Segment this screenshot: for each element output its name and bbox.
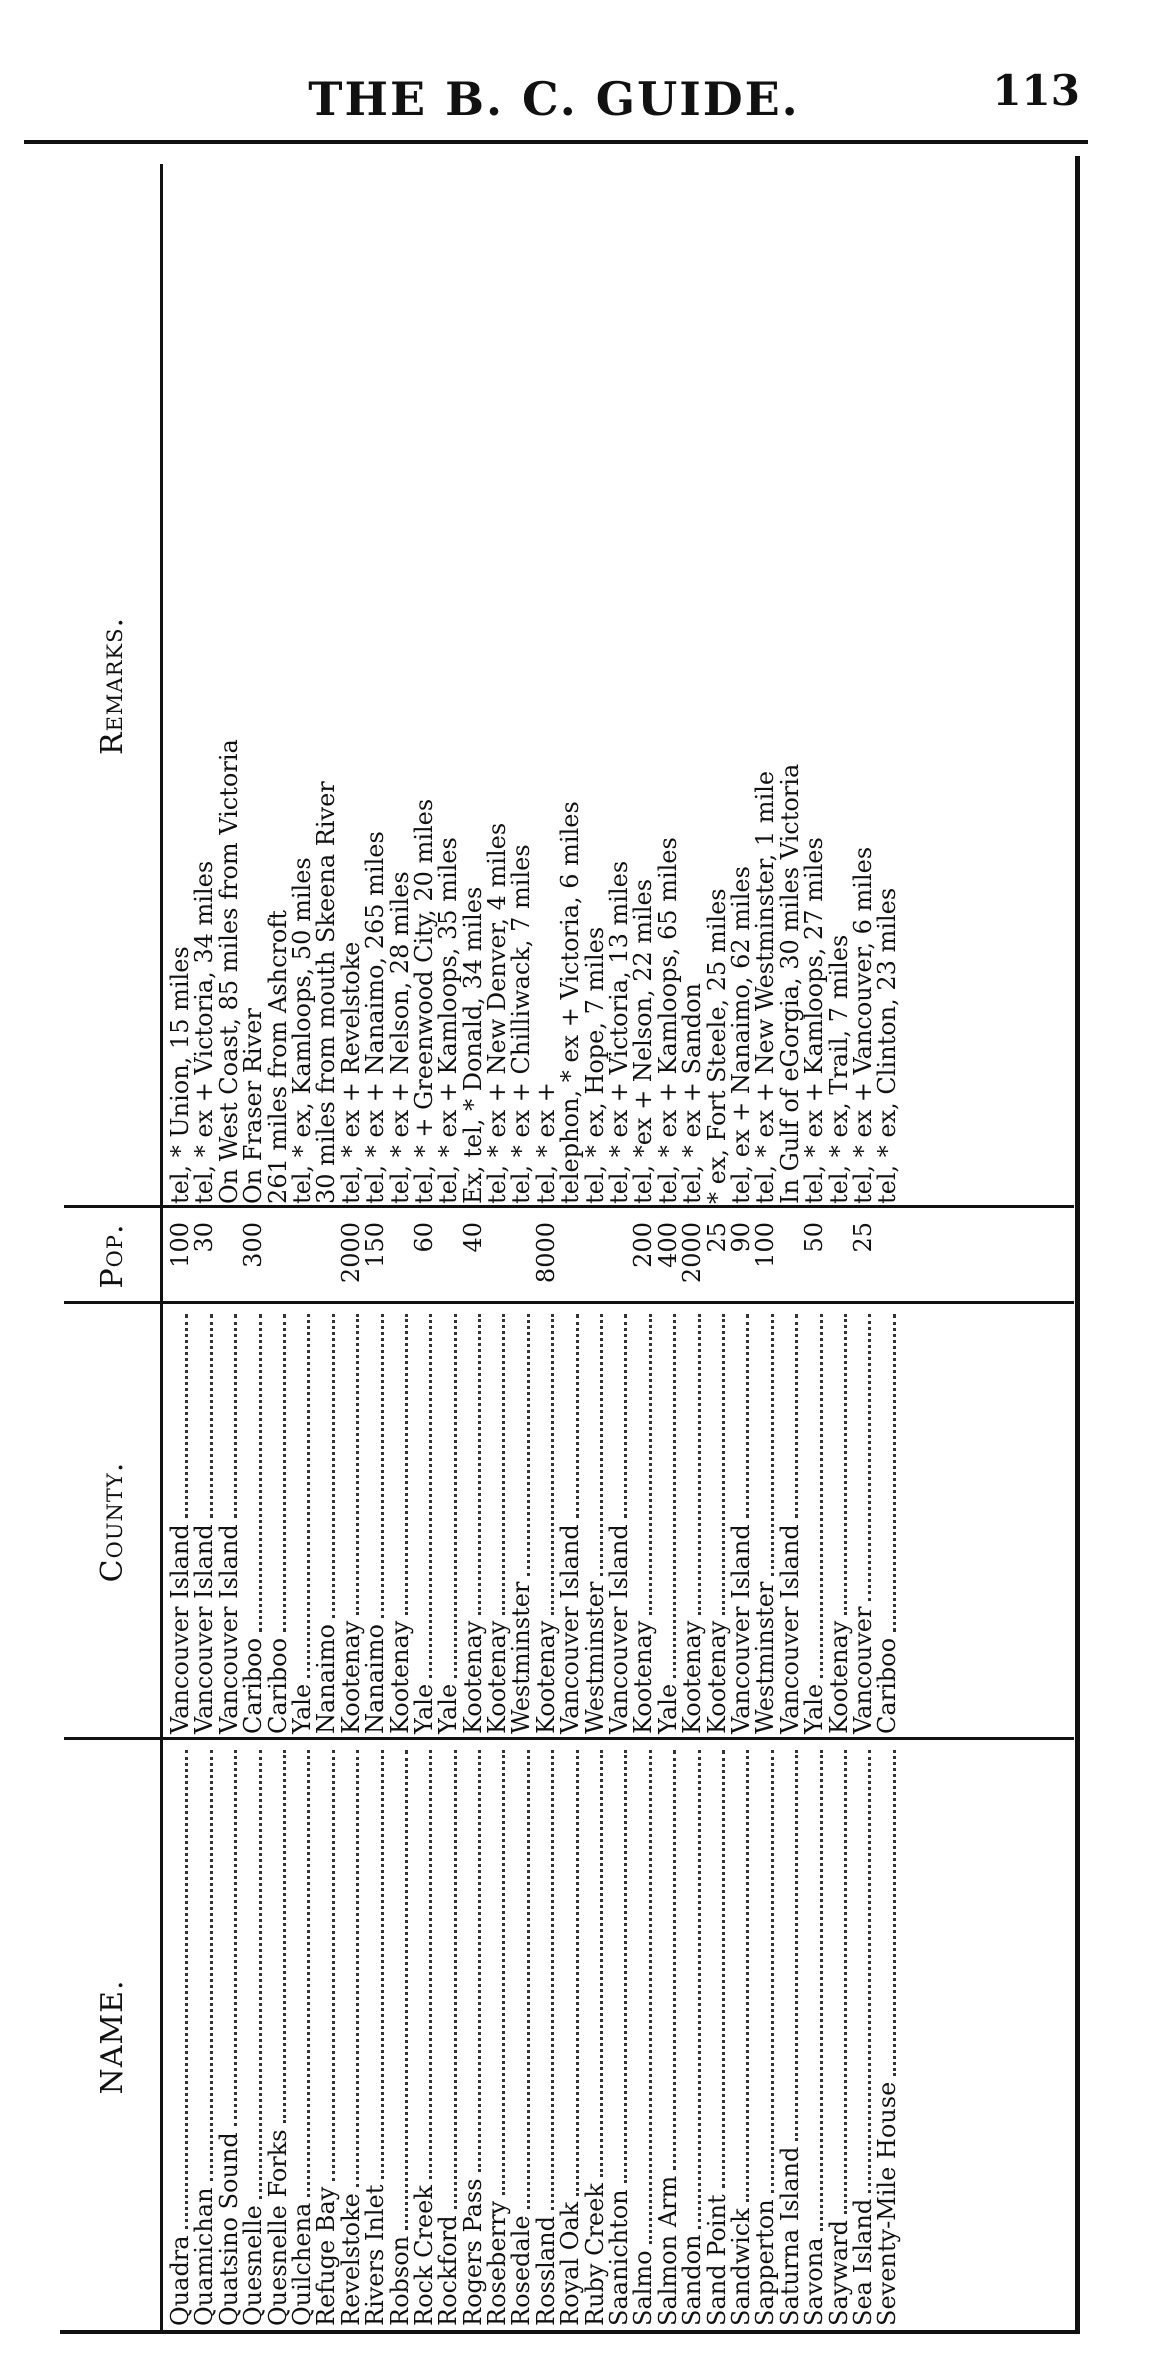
- table-row: [239, 164, 268, 2332]
- table-row: [287, 164, 316, 2332]
- place-name: Rossland: [534, 1746, 558, 2326]
- dot-leader: [356, 1750, 359, 2187]
- dot-leader: [454, 1314, 457, 1678]
- table-row: [507, 164, 536, 2332]
- county-name: Kootenay: [680, 1310, 704, 1734]
- population: 150: [361, 1222, 390, 1268]
- table-row: [168, 164, 192, 2332]
- county-name: Kootenay: [339, 1310, 363, 1734]
- county-name: Yale: [802, 1310, 826, 1734]
- county-name: Kootenay: [827, 1310, 851, 1734]
- table-row: [800, 164, 829, 2332]
- dot-leader: [868, 1750, 871, 2193]
- county-name: Yale: [656, 1310, 680, 1734]
- remarks: tel, * ex + New Denver, 4 miles: [483, 822, 512, 1204]
- page-title: THE B. C. GUIDE.: [308, 72, 800, 126]
- dot-leader: [356, 1314, 359, 1615]
- population: 300: [239, 1222, 268, 1268]
- column-header-county: County.: [94, 1461, 130, 1583]
- county-name: Kootenay: [388, 1310, 412, 1734]
- table-row: [385, 164, 414, 2332]
- table-row: [775, 164, 804, 2332]
- dot-leader: [502, 1314, 505, 1615]
- dot-leader: [527, 1314, 530, 1576]
- table-body: [168, 164, 900, 2332]
- place-name: Rogers Pass: [461, 1746, 485, 2326]
- place-name: Seventy-Mile House: [875, 1746, 899, 2326]
- table-row: [214, 164, 243, 2332]
- population: 100: [751, 1222, 780, 1268]
- dot-leader: [576, 1314, 579, 1518]
- remarks: tel, * ex + Nanaimo, 265 miles: [361, 831, 390, 1204]
- county-name: Kootenay: [534, 1310, 558, 1734]
- table-row: [312, 164, 341, 2332]
- population: 25: [702, 1222, 731, 1253]
- population: 8000: [531, 1222, 560, 1284]
- dot-leader: [185, 1750, 188, 2229]
- table-row: [629, 164, 658, 2332]
- dot-leader: [429, 1750, 432, 2179]
- population: 100: [166, 1222, 194, 1268]
- column-header-name: NAME.: [94, 1979, 130, 2095]
- table-row: [824, 164, 853, 2332]
- county-name: Kootenay: [485, 1310, 509, 1734]
- county-name: Cariboo: [241, 1310, 265, 1734]
- table-row: [434, 164, 463, 2332]
- place-name: Rosedale: [509, 1746, 533, 2326]
- dot-leader: [624, 1314, 627, 1518]
- remarks: tel, * ex + Nelson, 28 miles: [385, 871, 414, 1204]
- dot-leader: [844, 1750, 847, 2214]
- dot-leader: [893, 1314, 896, 1632]
- dot-leader: [454, 1750, 457, 2209]
- county-name: Vancouver Island: [168, 1310, 192, 1734]
- county-name: Kootenay: [461, 1310, 485, 1734]
- place-name: Saanichton: [607, 1746, 631, 2326]
- column-header-remarks: Remarks.: [94, 617, 130, 756]
- table-row: [653, 164, 682, 2332]
- dot-leader: [698, 1750, 701, 2229]
- dot-leader: [722, 1314, 725, 1615]
- dot-leader: [649, 1750, 652, 2244]
- place-name: Saturna Island: [778, 1746, 802, 2326]
- dot-leader: [600, 1750, 603, 2177]
- place-name: Revelstoke: [339, 1746, 363, 2326]
- dot-leader: [649, 1314, 652, 1615]
- table-header: [64, 164, 163, 2332]
- header-rule: [24, 140, 1088, 144]
- dot-leader: [478, 1314, 481, 1615]
- place-name: Sandwick: [729, 1746, 753, 2326]
- dot-leader: [844, 1314, 847, 1615]
- remarks: * ex, Fort Steele, 25 miles: [702, 888, 731, 1204]
- population: 2000: [678, 1222, 707, 1284]
- place-name: Ruby Creek: [583, 1746, 607, 2326]
- county-name: Yale: [290, 1310, 314, 1734]
- page-number: 113: [992, 66, 1080, 115]
- remarks: tel, * ex + New Westminster, 1 mile: [751, 770, 780, 1204]
- dot-leader: [795, 1314, 798, 1518]
- county-name: Vancouver: [851, 1310, 875, 1734]
- table-row: [873, 164, 902, 2332]
- remarks: tel, * ex + Victoria, 13 miles: [605, 860, 634, 1204]
- dot-leader: [283, 1314, 286, 1632]
- dot-leader: [234, 1750, 237, 2126]
- population: 30: [190, 1222, 219, 1253]
- dot-leader: [698, 1314, 701, 1615]
- remarks: tel, * ex + Victoria, 34 miles: [190, 860, 219, 1204]
- dot-leader: [332, 1750, 335, 2181]
- county-name: Vancouver Island: [558, 1310, 582, 1734]
- place-name: Salmon Arm: [656, 1746, 680, 2326]
- county-name: Vancouver Island: [607, 1310, 631, 1734]
- population: 200: [629, 1222, 658, 1268]
- remarks: tel, * ex + Chilliwack, 7 miles: [507, 844, 536, 1204]
- dot-leader: [893, 1750, 896, 2076]
- rotated-table: [64, 164, 1074, 2332]
- remarks: On West Coast, 85 miles from Victoria: [214, 739, 243, 1204]
- dot-leader: [746, 1314, 749, 1518]
- place-name: Savona: [802, 1746, 826, 2326]
- dot-leader: [429, 1314, 432, 1678]
- county-name: Yale: [436, 1310, 460, 1734]
- county-name: Yale: [412, 1310, 436, 1734]
- place-name: Quilchena: [290, 1746, 314, 2326]
- county-name: Vancouver Island: [192, 1310, 216, 1734]
- table-row: [263, 164, 292, 2332]
- dot-leader: [381, 1314, 384, 1618]
- county-name: Cariboo: [875, 1310, 899, 1734]
- place-name: Quamichan: [192, 1746, 216, 2326]
- remarks: tel, ex + Nanaimo, 62 miles: [726, 866, 755, 1204]
- remarks: tel, * ex +: [531, 1082, 560, 1204]
- remarks: In Gulf of eGorgia, 30 miles Victoria: [775, 763, 804, 1204]
- dot-leader: [405, 1750, 408, 2230]
- place-name: Quatsino Sound: [217, 1746, 241, 2326]
- table-row: [556, 164, 585, 2332]
- dot-leader: [820, 1314, 823, 1678]
- county-name: Westminster: [583, 1310, 607, 1734]
- place-name: Sayward: [827, 1746, 851, 2326]
- dot-leader: [624, 1750, 627, 2183]
- dot-leader: [259, 1750, 262, 2199]
- remarks: 261 miles from Ashcroft: [263, 910, 292, 1204]
- remarks: tel, * ex + Kamloops, 27 miles: [800, 837, 829, 1204]
- population: 400: [653, 1222, 682, 1268]
- remarks: tel, * ex + Revelstoke: [336, 941, 365, 1204]
- remarks: tel, * Union, 15 miles: [166, 946, 194, 1204]
- table-row: [605, 164, 634, 2332]
- county-name: Vancouver Island: [778, 1310, 802, 1734]
- dot-leader: [527, 1750, 530, 2209]
- place-name: Rock Creek: [412, 1746, 436, 2326]
- dot-leader: [502, 1750, 505, 2195]
- population: 90: [726, 1222, 755, 1253]
- population: 25: [848, 1222, 877, 1253]
- population: 60: [409, 1222, 438, 1253]
- dot-leader: [746, 1750, 749, 2202]
- table-row: [458, 164, 487, 2332]
- remarks: tel, * ex + Kamloops, 35 miles: [434, 837, 463, 1204]
- dot-leader: [332, 1314, 335, 1618]
- dot-leader: [795, 1750, 798, 2141]
- dot-leader: [283, 1750, 286, 2123]
- population: 40: [458, 1222, 487, 1253]
- place-name: Salmo: [631, 1746, 655, 2326]
- remarks: 30 miles from mouth Skeena River: [312, 781, 341, 1204]
- dot-leader: [551, 1314, 554, 1615]
- dot-leader: [307, 1314, 310, 1678]
- place-name: Royal Oak: [558, 1746, 582, 2326]
- dot-leader: [820, 1750, 823, 2231]
- place-name: Quadra: [168, 1746, 192, 2326]
- remarks: tel, * ex, Hope, 7 miles: [580, 926, 609, 1204]
- dot-leader: [673, 1750, 676, 2170]
- dot-leader: [381, 1750, 384, 2179]
- remarks: Ex, tel, * Donald, 34 miles: [458, 886, 487, 1204]
- dot-leader: [405, 1314, 408, 1615]
- remarks: tel, * ex, Kamloops, 50 miles: [287, 857, 316, 1204]
- place-name: Refuge Bay: [314, 1746, 338, 2326]
- table-row: [409, 164, 438, 2332]
- dot-leader: [259, 1314, 262, 1632]
- remarks: tel, * ex + Kamloops, 65 miles: [653, 837, 682, 1204]
- dot-leader: [868, 1314, 871, 1601]
- remarks: tel, * ex, Clinton, 23 miles: [873, 887, 902, 1204]
- table-row: [678, 164, 707, 2332]
- dot-leader: [722, 1750, 725, 2188]
- table-row: [580, 164, 609, 2332]
- table-row: [751, 164, 780, 2332]
- table-row: [483, 164, 512, 2332]
- county-name: Cariboo: [266, 1310, 290, 1734]
- place-name: Sand Point: [705, 1746, 729, 2326]
- page-header: [24, 60, 1084, 140]
- table-row: [531, 164, 560, 2332]
- county-name: Kootenay: [705, 1310, 729, 1734]
- dot-leader: [673, 1314, 676, 1678]
- dot-leader: [576, 1750, 579, 2196]
- county-name: Vancouver Island: [729, 1310, 753, 1734]
- place-name: Robson: [388, 1746, 412, 2326]
- place-name: Roseberry: [485, 1746, 509, 2326]
- place-name: Quesnelle: [241, 1746, 265, 2326]
- remarks: tel, * ex + Vancouver, 6 miles: [848, 846, 877, 1204]
- population: 50: [800, 1222, 829, 1253]
- table-row: [702, 164, 731, 2332]
- county-name: Westminster: [509, 1310, 533, 1734]
- dot-leader: [551, 1750, 554, 2210]
- dot-leader: [307, 1750, 310, 2197]
- place-name: Sandon: [680, 1746, 704, 2326]
- remarks: tel, * + Greenwood City, 20 miles: [409, 798, 438, 1204]
- table-row: [190, 164, 219, 2332]
- county-name: Westminster: [753, 1310, 777, 1734]
- column-header-pop: Pop.: [94, 1223, 130, 1289]
- place-name: Sea Island: [851, 1746, 875, 2326]
- county-name: Nanaimo: [314, 1310, 338, 1734]
- remarks: tel, * ex + Sandon: [678, 983, 707, 1204]
- county-name: Vancouver Island: [217, 1310, 241, 1734]
- table-row: [726, 164, 755, 2332]
- dot-leader: [600, 1314, 603, 1576]
- dot-leader: [771, 1750, 774, 2193]
- table-row: [336, 164, 365, 2332]
- remarks: tel, *ex + Nelson, 22 miles: [629, 878, 658, 1204]
- population: 2000: [336, 1222, 365, 1284]
- table-row: [848, 164, 877, 2332]
- remarks: On Fraser River: [239, 1008, 268, 1204]
- remarks: telephon, * ex + Victoria, 6 miles: [556, 801, 585, 1204]
- dot-leader: [210, 1750, 213, 2181]
- dot-leader: [234, 1314, 237, 1518]
- place-name: Rockford: [436, 1746, 460, 2326]
- table-row: [361, 164, 390, 2332]
- place-name: Rivers Inlet: [363, 1746, 387, 2326]
- dot-leader: [210, 1314, 213, 1518]
- dot-leader: [185, 1314, 188, 1518]
- place-name: Quesnelle Forks: [266, 1746, 290, 2326]
- place-name: Sapperton: [753, 1746, 777, 2326]
- remarks: tel, * ex, Trail, 7 miles: [824, 934, 853, 1204]
- dot-leader: [478, 1750, 481, 2172]
- county-name: Kootenay: [631, 1310, 655, 1734]
- dot-leader: [771, 1314, 774, 1576]
- county-name: Nanaimo: [363, 1310, 387, 1734]
